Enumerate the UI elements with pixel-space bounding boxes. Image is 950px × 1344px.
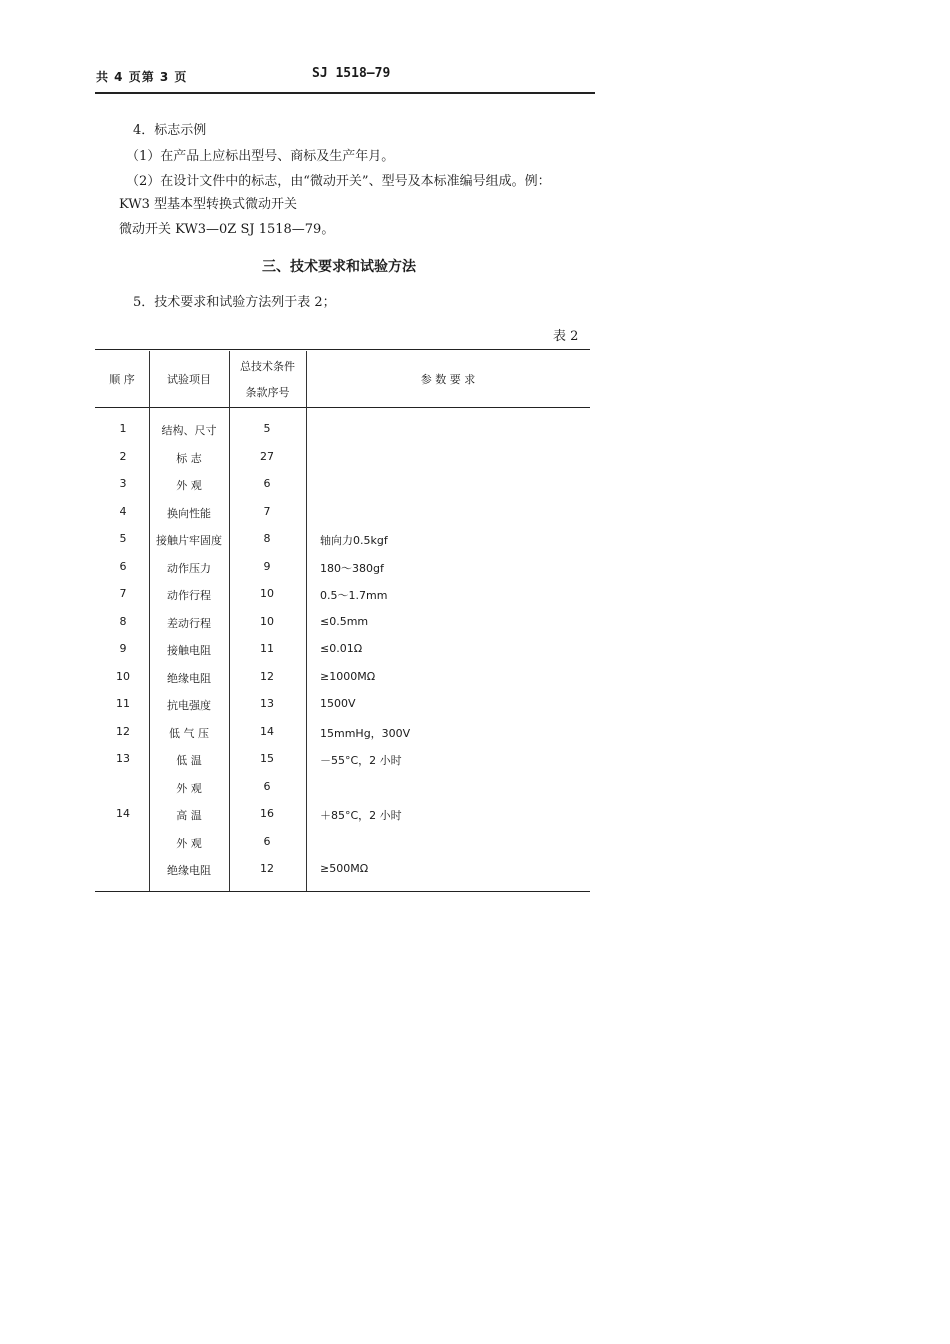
marking-example-model: KW3 型基本型转换式微动开关 [119,197,298,212]
row-test-item: 抗电强度 [167,699,211,712]
row-parameter: 轴向力0.5kgf [320,534,388,547]
marking-clause-2: （2）在设计文件中的标志，由“微动开关”、型号及本标准编号组成。例： [126,174,551,189]
row-test-item: 动作行程 [167,589,211,602]
marking-example-heading: 4．标志示例 [133,123,207,138]
row-clause-number: 12 [260,862,274,875]
column-divider-1 [149,351,150,891]
row-parameter: －55°C，2 小时 [320,754,402,767]
column-divider-3 [306,351,307,891]
row-test-item: 接触电阻 [167,644,211,657]
row-clause-number: 9 [263,560,271,573]
row-seq: 8 [119,615,127,628]
section-intro: 5．技术要求和试验方法列于表 2； [133,295,336,310]
row-test-item: 低 温 [176,754,202,767]
column-divider-2 [229,351,230,891]
row-parameter: ≥1000MΩ [320,670,376,683]
row-parameter: 1500V [320,697,356,710]
section-title: 三、技术要求和试验方法 [262,259,416,275]
row-clause-number: 14 [260,725,274,738]
row-clause-number: 16 [260,807,274,820]
table-bottom-rule [95,891,590,892]
row-test-item: 外 观 [176,479,202,492]
row-clause-number: 5 [263,422,271,435]
row-clause-number: 11 [260,642,274,655]
row-clause-number: 10 [260,615,274,628]
row-seq: 6 [119,560,127,573]
marking-clause-1: （1）在产品上应标出型号、商标及生产年月。 [126,149,395,164]
page-info: 共 4 页第 3 页 [96,70,188,84]
row-clause-number: 27 [260,450,274,463]
requirements-table [95,349,590,894]
row-clause-number: 7 [263,505,271,518]
row-parameter: ≤0.5mm [320,615,369,628]
row-parameter: 15mmHg，300V [320,727,411,740]
row-parameter: 0.5～1.7mm [320,589,388,602]
row-clause-number: 8 [263,532,271,545]
row-parameter: ≤0.01Ω [320,642,363,655]
table-header-rule [95,407,590,408]
row-seq: 12 [116,725,130,738]
row-test-item: 动作压力 [167,562,211,575]
row-test-item: 高 温 [176,809,202,822]
row-seq: 10 [116,670,130,683]
row-test-item: 差动行程 [167,617,211,630]
row-test-item: 结构、尺寸 [161,424,217,437]
table-label: 表 2 [553,329,579,344]
row-test-item: 绝缘电阻 [167,672,211,685]
row-test-item: 标 志 [176,452,202,465]
header-seq: 顺 序 [109,373,135,386]
row-seq: 5 [119,532,127,545]
row-clause-number: 6 [263,780,271,793]
row-clause-number: 10 [260,587,274,600]
row-clause-number: 6 [263,835,271,848]
marking-example-designation: 微动开关 KW3—0Z SJ 1518—79。 [119,222,335,237]
row-parameter: ≥500MΩ [320,862,369,875]
standard-number: SJ 1518—79 [312,66,391,81]
row-seq: 13 [116,752,130,765]
row-clause-number: 15 [260,752,274,765]
row-clause-number: 6 [263,477,271,490]
header-clause-line2: 条款序号 [245,386,290,399]
row-seq: 9 [119,642,127,655]
row-seq: 1 [119,422,127,435]
row-test-item: 外 观 [176,782,202,795]
row-seq: 11 [116,697,130,710]
header-param: 参 数 要 求 [420,373,476,386]
row-parameter: ＋85°C，2 小时 [320,809,402,822]
row-clause-number: 13 [260,697,274,710]
row-seq: 7 [119,587,127,600]
row-test-item: 绝缘电阻 [167,864,211,877]
row-seq: 4 [119,505,127,518]
header-rule [95,92,595,94]
header-item: 试验项目 [167,373,211,386]
row-seq: 14 [116,807,130,820]
row-test-item: 低 气 压 [169,727,209,740]
header-clause-line1: 总技术条件 [240,360,295,373]
table-top-rule [95,349,590,350]
row-test-item: 接触片牢固度 [156,534,222,547]
row-parameter: 180～380gf [320,562,384,575]
row-seq: 2 [119,450,127,463]
row-test-item: 外 观 [176,837,202,850]
row-clause-number: 12 [260,670,274,683]
row-seq: 3 [119,477,127,490]
row-test-item: 换向性能 [167,507,211,520]
